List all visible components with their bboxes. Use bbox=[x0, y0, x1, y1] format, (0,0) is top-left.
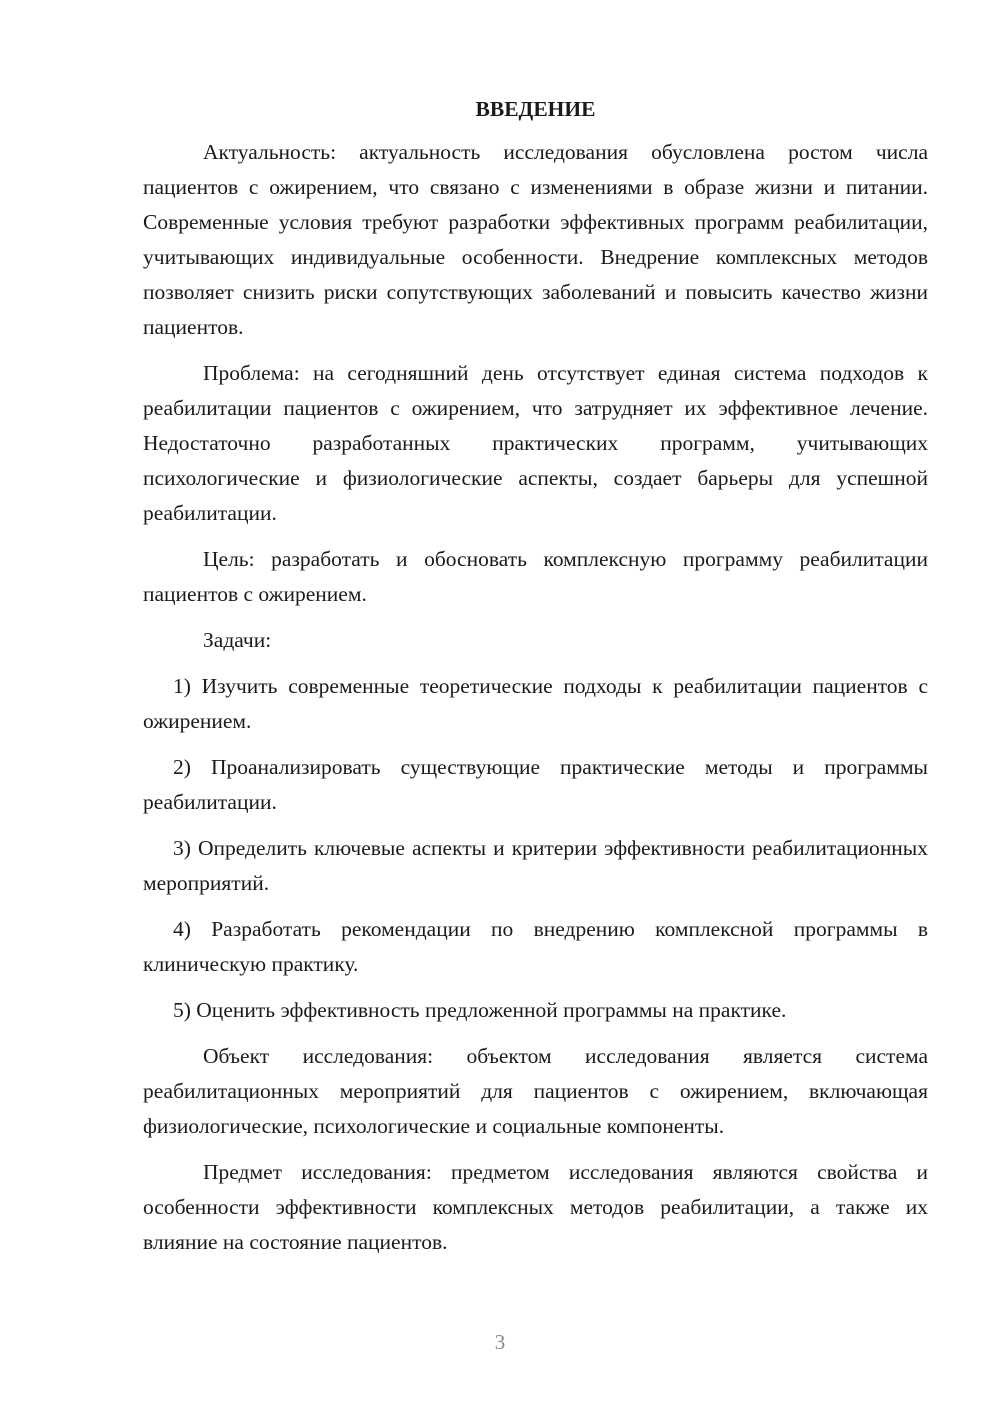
object-paragraph: Объект исследования: объектом исследования является система реабилитационных мероприятий для пациентов с ожирением, включающая физиологические, психологические и социальные компоненты. bbox=[143, 1044, 928, 1138]
document-page bbox=[143, 92, 928, 1271]
goal-paragraph: Цель: разработать и обосновать комплексную программу реабилитации пациентов с ожирением. bbox=[143, 547, 928, 606]
section-title: ВВЕДЕНИЕ bbox=[475, 97, 596, 121]
tasks-heading: Задачи: bbox=[203, 628, 272, 652]
task-item-2: 2) Проанализировать существующие практические методы и программы реабилитации. bbox=[143, 755, 928, 814]
page-number: 3 bbox=[494, 1330, 506, 1354]
task-item-1: 1) Изучить современные теоретические подходы к реабилитации пациентов с ожирением. bbox=[143, 674, 928, 733]
task-item-4: 4) Разработать рекомендации по внедрению комплексной программы в клиническую практику. bbox=[143, 917, 928, 976]
relevance-paragraph: Актуальность: актуальность исследования обусловлена ростом числа пациентов с ожирением, что связано с изменениями в образе жизни и питании. Современные условия требуют разработки эффективных программ реабилитации, учитывающих индивидуальные особенности. Внедрение комплексных методов позволяет снизить риски сопутствующих заболеваний и повысить качество жизни пациентов. bbox=[143, 140, 928, 339]
problem-paragraph: Проблема: на сегодняшний день отсутствует единая система подходов к реабилитации пациентов с ожирением, что затрудняет их эффективное лечение. Недостаточно разработанных практических программ, учитывающих психологические и физиологические аспекты, создает барьеры для успешной реабилитации. bbox=[143, 361, 928, 525]
subject-paragraph: Предмет исследования: предметом исследования являются свойства и особенности эффективности комплексных методов реабилитации, а также их влияние на состояние пациентов. bbox=[143, 1160, 928, 1254]
task-item-5: 5) Оценить эффективность предложенной программы на практике. bbox=[173, 998, 787, 1022]
task-item-3: 3) Определить ключевые аспекты и критерии эффективности реабилитационных мероприятий. bbox=[143, 836, 928, 895]
